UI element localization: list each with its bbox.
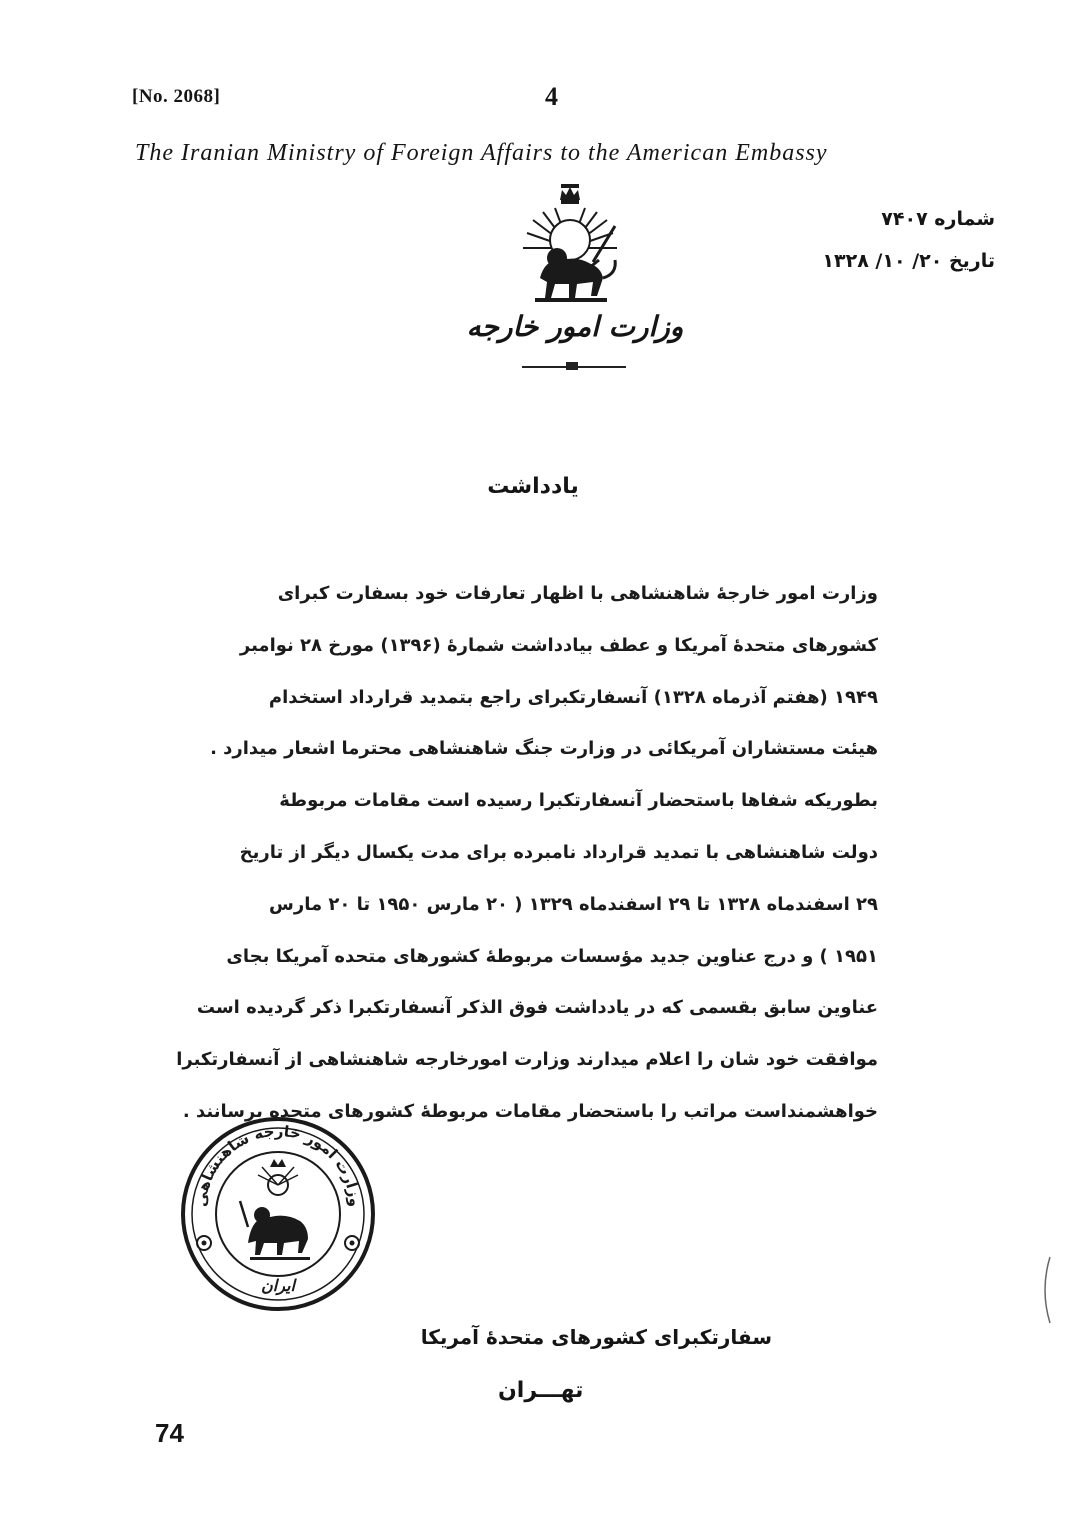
body-line: موافقت خود شان را اعلام میدارند وزارت امورخارجه شاهنشاهی از آنسفارتکبرا [176,1049,878,1071]
document-heading: The Iranian Ministry of Foreign Affairs to the American Embassy [135,140,828,166]
page-number: 4 [545,82,558,111]
body-line: وزارت امور خارجهٔ شاهنشاهی با اظهار تعارفات خود بسفارت کبرای [277,583,878,604]
margin-bracket-mark [1036,1255,1056,1325]
body-line: هیئت مستشاران آمریکائی در وزارت جنگ شاهنشاهی محترما اشعار میدارد . [210,738,878,760]
ministry-name: وزارت امور خارجه [466,310,684,343]
seal-country-text: ایران [261,1276,295,1295]
body-line: عناوین سابق بقسمی که در یادداشت فوق الذکر آنسفارتکبرا ذکر گردیده است [196,997,878,1019]
seal-ring-text: وزارت امور خارجه شاهنشاهی [191,1122,365,1208]
body-line: دولت شاهنشاهی با تمدید قرارداد نامبرده برای مدت یکسال دیگر از تاریخ [239,841,878,863]
city: تهـــران [498,1378,584,1403]
reference-block [735,198,995,282]
body-line: بطوریکه شفاها باستحضار آنسفارتکبرا رسیده است مقامات مربوطهٔ [279,790,878,812]
reference-date: تاریخ ۲۰/ ۱۰/ ۱۳۲۸ [822,250,995,272]
body-line: ۲۹ اسفندماه ۱۳۲۸ تا ۲۹ اسفندماه ۱۳۲۹ ( ۲۰ مارس ۱۹۵۰ تا ۲۰ مارس [269,893,878,915]
memo-title: یادداشت [487,474,579,499]
reference-number: شماره ۷۴۰۷ [881,208,995,230]
seal-stamp-icon [178,1115,378,1313]
body-line: ۱۹۴۹ (هفتم آذرماه ۱۳۲۸) آنسفارتکبرای راجع بتمدید قرارداد استخدام [268,686,878,708]
lion-and-sun-icon [505,178,635,308]
lion-and-sun-emblem [505,178,635,308]
document-number: [No. 2068] [132,86,221,107]
body-line: کشورهای متحدهٔ آمریکا و عطف بیادداشت شمارهٔ (۱۳۹۶) مورخ ۲۸ نوامبر [239,634,878,656]
ministry-underline-mark [566,362,578,370]
body-line: خواهشمنداست مراتب را باستحضار مقامات مربوطهٔ کشورهای متحده برسانند . [182,1100,878,1122]
body-line: ۱۹۵۱ ) و درج عناوین جدید مؤسسات مربوطهٔ کشورهای متحده آمریکا بجای [226,945,878,967]
footer-page-number: 74 [155,1418,184,1448]
ministry-seal [178,1115,378,1313]
memo-body [125,568,878,1138]
addressee: سفارتکبرای کشورهای متحدهٔ آمریکا [420,1325,772,1349]
